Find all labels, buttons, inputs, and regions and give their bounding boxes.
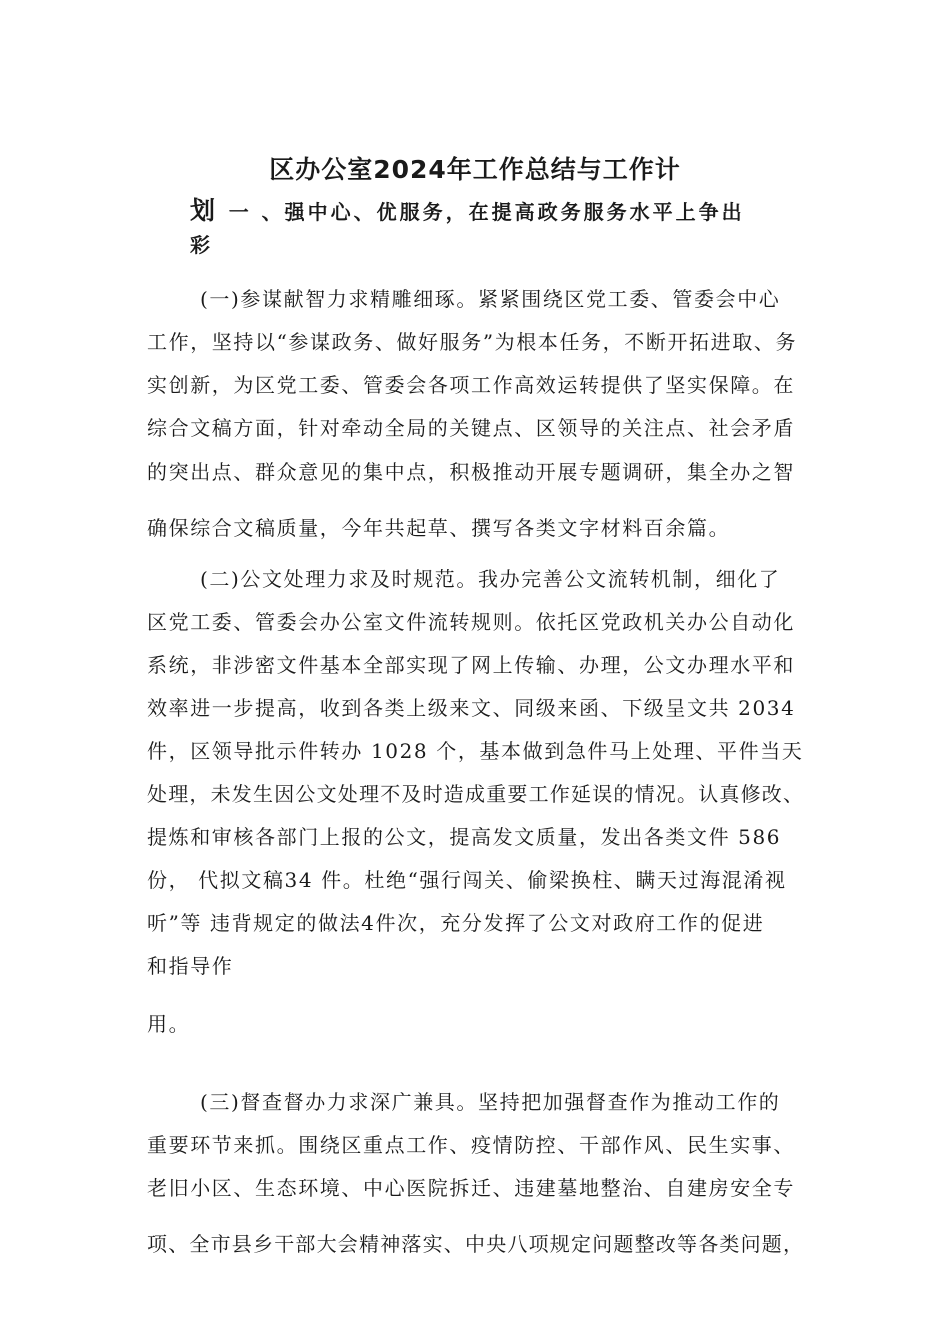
body-line-18: (三)督查督办力求深广兼具。坚持把加强督查作为推动工作的 [200, 1090, 781, 1114]
title-line2-head: 划 [190, 196, 216, 225]
body-line-7: (二)公文处理力求及时规范。我办完善公文流转机制，细化了 [200, 567, 781, 591]
body-line-16: 和指导作 [147, 954, 234, 978]
body-line-14: 份， 代拟文稿34 件。杜绝“强行闯关、偷梁换柱、瞒天过海混淆视 [147, 868, 787, 892]
body-line-6: 确保综合文稿质量，今年共起草、撰写各类文字材料百余篇。 [147, 516, 731, 540]
body-line-4: 综合文稿方面，针对牵动全局的关键点、区领导的关注点、社会矛盾 [147, 416, 795, 440]
body-line-8: 区党工委、管委会办公室文件流转规则。依托区党政机关办公自动化 [147, 610, 795, 634]
body-line-2: 工作，坚持以“参谋政务、做好服务”为根本任务，不断开拓进取、务 [147, 330, 798, 354]
body-line-15: 听”等 违背规定的做法4件次，充分发挥了公文对政府工作的促进 [147, 911, 765, 935]
body-line-21: 项、全市县乡干部大会精神落实、中央八项规定问题整改等各类问题， [147, 1232, 805, 1256]
body-line-20: 老旧小区、生态环境、中心医院拆迁、违建墓地整治、自建房安全专 [147, 1176, 795, 1200]
body-line-17: 用。 [147, 1012, 191, 1036]
title-line2-tail: 一 、强中心、优服务，在提高政务服务水平上争出 [228, 200, 745, 224]
document-title-line1: 区办公室2024年工作总结与工作计 [269, 155, 681, 184]
body-line-3: 实创新，为区党工委、管委会各项工作高效运转提供了坚实保障。在 [147, 373, 795, 397]
body-line-5: 的突出点、群众意见的集中点，积极推动开展专题调研，集全办之智 [147, 460, 795, 484]
body-line-9: 系统，非涉密文件基本全部实现了网上传输、办理，公文办理水平和 [147, 653, 795, 677]
body-line-13: 提炼和审核各部门上报的公文，提高发文质量，发出各类文件 586 [147, 825, 782, 849]
body-line-12: 处理，未发生因公文处理不及时造成重要工作延误的情况。认真修改、 [147, 782, 805, 806]
body-line-10: 效率进一步提高，收到各类上级来文、同级来函、下级呈文共 2034 [147, 696, 796, 720]
document-title-line2 [190, 195, 790, 229]
document-title-line3: 彩 [190, 233, 210, 257]
body-line-11: 件，区领导批示件转办 1028 个，基本做到急件马上处理、平件当天 [147, 739, 804, 763]
body-line-1: (一)参谋献智力求精雕细琢。紧紧围绕区党工委、管委会中心 [200, 287, 781, 311]
body-line-19: 重要环节来抓。围绕区重点工作、疫情防控、干部作风、民生实事、 [147, 1133, 795, 1157]
